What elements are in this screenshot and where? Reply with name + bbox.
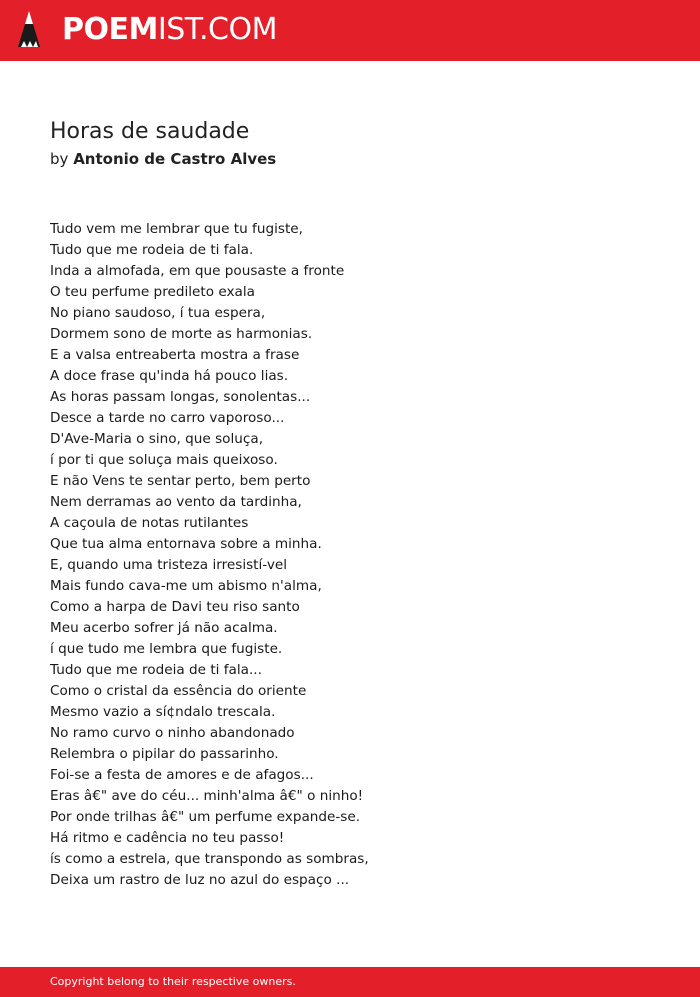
poem-line: A doce frase qu'inda há pouco lias. (50, 368, 289, 384)
poem-line: Dormem sono de morte as harmonias. (50, 326, 313, 342)
poem-line: Desce a tarde no carro vaporoso... (50, 410, 285, 426)
poem-line: Por onde trilhas â€" um perfume expande-se. (50, 809, 361, 825)
poem-line: Como a harpa de Davi teu riso santo (50, 599, 300, 615)
brand-bold-text: POEM (62, 12, 158, 47)
copyright-text: Copyright belong to their respective owners. (50, 975, 296, 988)
poem-line: Tudo vem me lembrar que tu fugiste, (50, 221, 303, 237)
poem-line: Foi-se a festa de amores e de afagos... (50, 767, 314, 783)
poem-line: í por ti que soluça mais queixoso. (50, 452, 278, 468)
pencil-tip-icon[interactable] (16, 9, 42, 51)
poem-line: í que tudo me lembra que fugiste. (50, 641, 283, 657)
poem-line: Meu acerbo sofrer já não acalma. (50, 620, 278, 636)
poem-line: Eras â€" ave do céu... minh'alma â€" o ninho! (50, 788, 364, 804)
poem-byline (50, 148, 276, 170)
poem-line: Como o cristal da essência do oriente (50, 683, 307, 699)
poem-line: Tudo que me rodeia de ti fala... (50, 662, 262, 678)
poem-line: D'Ave-Maria o sino, que soluça, (50, 431, 264, 447)
poem-line: As horas passam longas, sonolentas... (50, 389, 311, 405)
poem-line: Deixa um rastro de luz no azul do espaço ... (50, 872, 350, 888)
poem-line: Tudo que me rodeia de ti fala. (50, 242, 254, 258)
poem-line: Relembra o pipilar do passarinho. (50, 746, 279, 762)
poem-line: No piano saudoso, í tua espera, (50, 305, 266, 321)
poem-line: ís como a estrela, que transpondo as sombras, (50, 851, 369, 867)
poem-line: Que tua alma entornava sobre a minha. (50, 536, 322, 552)
poem-line: Mais fundo cava-me um abismo n'alma, (50, 578, 322, 594)
poem-title: Horas de saudade (50, 119, 250, 144)
poem-line: Mesmo vazio a sí¢ndalo trescala. (50, 704, 276, 720)
poem-line: O teu perfume predileto exala (50, 284, 255, 300)
author-name: Antonio de Castro Alves (73, 150, 277, 168)
site-header (0, 0, 700, 61)
poem-line: Nem derramas ao vento da tardinha, (50, 494, 302, 510)
poem-line: A caçoula de notas rutilantes (50, 515, 249, 531)
poem-line: No ramo curvo o ninho abandonado (50, 725, 295, 741)
brand-light-text: IST.COM (157, 12, 277, 47)
poem-body (50, 219, 369, 891)
poem-line: Inda a almofada, em que pousaste a fronte (50, 263, 345, 279)
poem-line: Há ritmo e cadência no teu passo! (50, 830, 285, 846)
site-footer (0, 967, 700, 997)
site-logo-text[interactable] (62, 10, 277, 50)
by-label: by (50, 150, 69, 168)
poem-line: E não Vens te sentar perto, bem perto (50, 473, 311, 489)
poem-line: E, quando uma tristeza irresistí-vel (50, 557, 288, 573)
poem-line: E a valsa entreaberta mostra a frase (50, 347, 300, 363)
